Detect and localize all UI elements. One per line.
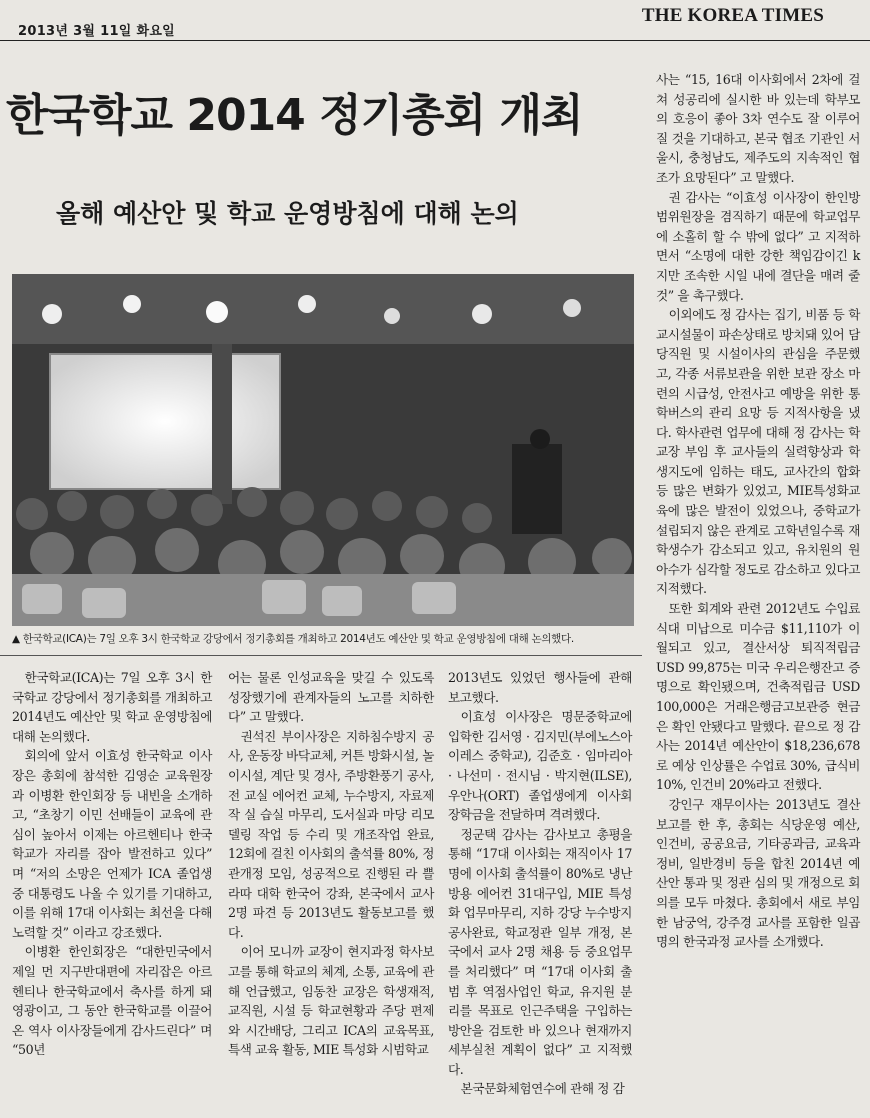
paragraph: 이효성 이사장은 명문중학교에 입학한 김서영 · 김지민(부에노스아이레스 중학교), 김준호 · 임마리아 · 나선미 · 전시님 · 박지현(ILSE), 우안나(ORT) 졸업생에게 이사회장학금을 전달하며 격려했다. <box>448 709 632 823</box>
photo-caption: ▲ 한국학교(ICA)는 7일 오후 3시 한국학교 강당에서 정기총회를 개최하고 2014년도 예산안 및 학교 운영방침에 대해 논의했다. <box>12 633 574 645</box>
paragraph: 2013년도 있었던 행사들에 관해 보고했다. <box>448 670 632 705</box>
article-column-1 <box>12 668 212 1060</box>
paragraph: 회의에 앞서 이효성 한국학교 이사장은 총회에 참석한 김영순 교육원장과 이병환 한인회장 등 내빈을 소개하고, “초창기 이민 선배들이 교육에 관심이 높아서 이제는 아르헨티나 한국학교가 자리를 잡아 발전하고 있다” 며 “저의 소망은 언제가 ICA 졸업생 중 대통령도 나올 수 있기를 기대하고, 이를 위해 17대 이사회는 최선을 다해 노력할 것” 이라고 강조했다. <box>12 748 212 940</box>
assembly-photo <box>12 274 634 626</box>
subheadline: 올해 예산안 및 학교 운영방침에 대해 논의 <box>56 199 519 228</box>
paragraph: 또한 회계와 관련 2012년도 수입료 식대 미납으로 미수금 $11,110가 이월되고 있고, 결산서상 퇴직적립금 USD 99,875는 미국 우리은행잔고 증명으로 확인됐으며, 건축적립금 USD 100,000은 거래은행금고보관증 현금은 확인 안됐다고 말했다. 끝으로 정 감사는 2014년 예산안이 $18,236,678로 예상 인상률은 수업료 30%, 급식비 10%, 인건비 20%라고 전했다. <box>656 601 860 793</box>
article-column-4 <box>656 70 860 952</box>
paragraph: 사는 “15, 16대 이사회에서 2차에 걸쳐 성공리에 실시한 바 있는데 학부모의 호응이 좋아 3차 연수도 잘 이루어 질 것을 기대하고, 본국 협조 기관인 서울시, 충청남도, 제주도의 지속적인 협조가 요망된다” 고 말했다. <box>656 72 860 185</box>
paragraph: 이외에도 정 감사는 집기, 비품 등 학교시설물이 파손상태로 방치돼 있어 담당직원 및 시설이사의 관심을 주문했고, 각종 서류보관을 위한 보관 장소 마련의 시급성, 안전사고 예방을 위한 통학버스의 관리 요망 등 지적사항을 냈다. 학사관련 업무에 대해 정 감사는 학교장 부임 후 교사들의 실력향상과 학생지도에 임하는 태도, 교사간의 합화 등 많은 변화가 있었고, MIE특성화교육에 많은 발전이 있었으나, 중학교가 설립되지 않은 관계로 고학년일수록 재학생수가 감소되고 있고, 유치원의 원아수가 심각할 정도로 감소하고 있다고 지적했다. <box>656 307 860 597</box>
masthead-logo: THE KOREA TIMES <box>641 5 824 26</box>
article-column-3 <box>448 668 632 1099</box>
paragraph: 강인구 재무이사는 2013년도 결산보고를 한 후, 총회는 식당운영 예산, 인건비, 공공요금, 기타공과금, 교육과정비, 일반경비 등을 합친 2014년 예산안 통과 및 정관 심의 및 개정으로 회의를 모두 마쳤다. 총회에서 새로 부임한 남궁억, 강주경 교사를 포함한 일곱 명의 한국과정 교사를 소개했다. <box>656 796 860 950</box>
photo-illustration <box>12 274 634 626</box>
paragraph: 정군택 감사는 감사보고 총평을 통해 “17대 이사회는 재직이사 17명에 이사회 출석률이 80%로 냉난방용 에어컨 31대구입, MIE 특성화 업무마무리, 지하 강당 누수방지공사완료, 학교정관 일부 개정, 본국에서 교사 2명 채용 등 중요업무를 처리했다” 며 “17대 이사회 출범 후 역점사업인 학교, 유지원 분리를 목표로 인근주택을 구입하는 방안을 검토한 바 있으나 현재까지 세부실천 계획이 없다” 고 지적했다. <box>448 826 632 1077</box>
paragraph: 이어 모니까 교장이 현지과정 학사보고를 통해 학교의 체계, 소통, 교육에 관해 언급했고, 임동찬 교장은 학생재적, 교직원, 시설 등 학교현황과 주당 편제와 시간배당, 그리고 ICA의 교육목표, 특색 교육 활동, MIE 특성화 시범학교 <box>228 944 434 1058</box>
paragraph: 이병환 한인회장은 “대한민국에서 제일 먼 지구반대편에 자리잡은 아르헨티나 한국학교에서 축사를 하게 돼 영광이고, 그 동안 한국학교를 이끌어 온 역사 이사장들에게 감사드린다” 며 “50년 <box>12 944 212 1058</box>
paragraph: 본국문화체험연수에 관해 정 감 <box>460 1081 625 1097</box>
header-rule <box>0 40 870 41</box>
paragraph: 권석진 부이사장은 지하침수방지 공사, 운동장 바닥교체, 커튼 방화시설, 놀이시설, 계단 및 경사, 주방환풍기 공사, 전 교실 에어컨 교체, 누수방지, 자료제작 실 습실 마무리, 도서실과 마당 리모델링 작업 등 수리 및 개조작업 완료, 12회에 걸친 이사회의 출석률 80%, 정관개정 모임, 성공적으로 진행된 라 쁠라따 대학 한국어 강좌, 본국에서 교사 2명 파견 등 2013년도 활동보고를 했다. <box>228 728 434 940</box>
article-column-2 <box>228 668 434 1060</box>
issue-date: 2013년 3월 11일 화요일 <box>18 24 176 39</box>
paragraph: 한국학교(ICA)는 7일 오후 3시 한국학교 강당에서 정기총회를 개최하고 2014년도 예산안 및 학교 운영방침에 대해 논의했다. <box>12 670 212 744</box>
caption-rule <box>0 655 642 656</box>
paragraph: 권 감사는 “이효성 이사장이 한인방범위원장을 겸직하기 때문에 학교업무에 소홀히 할 수 밖에 없다” 고 지적하면서 “소명에 대한 강한 책임감이긴 k지만 조속한 시일 내에 결단을 매려 줄 것” 을 촉구했다. <box>656 189 860 303</box>
headline: 한국학교 2014 정기총회 개최 <box>6 90 583 141</box>
paragraph: 어는 물론 인성교육을 맞길 수 있도록 성장했기에 관계자들의 노고를 치하한다” 고 말했다. <box>228 670 434 725</box>
